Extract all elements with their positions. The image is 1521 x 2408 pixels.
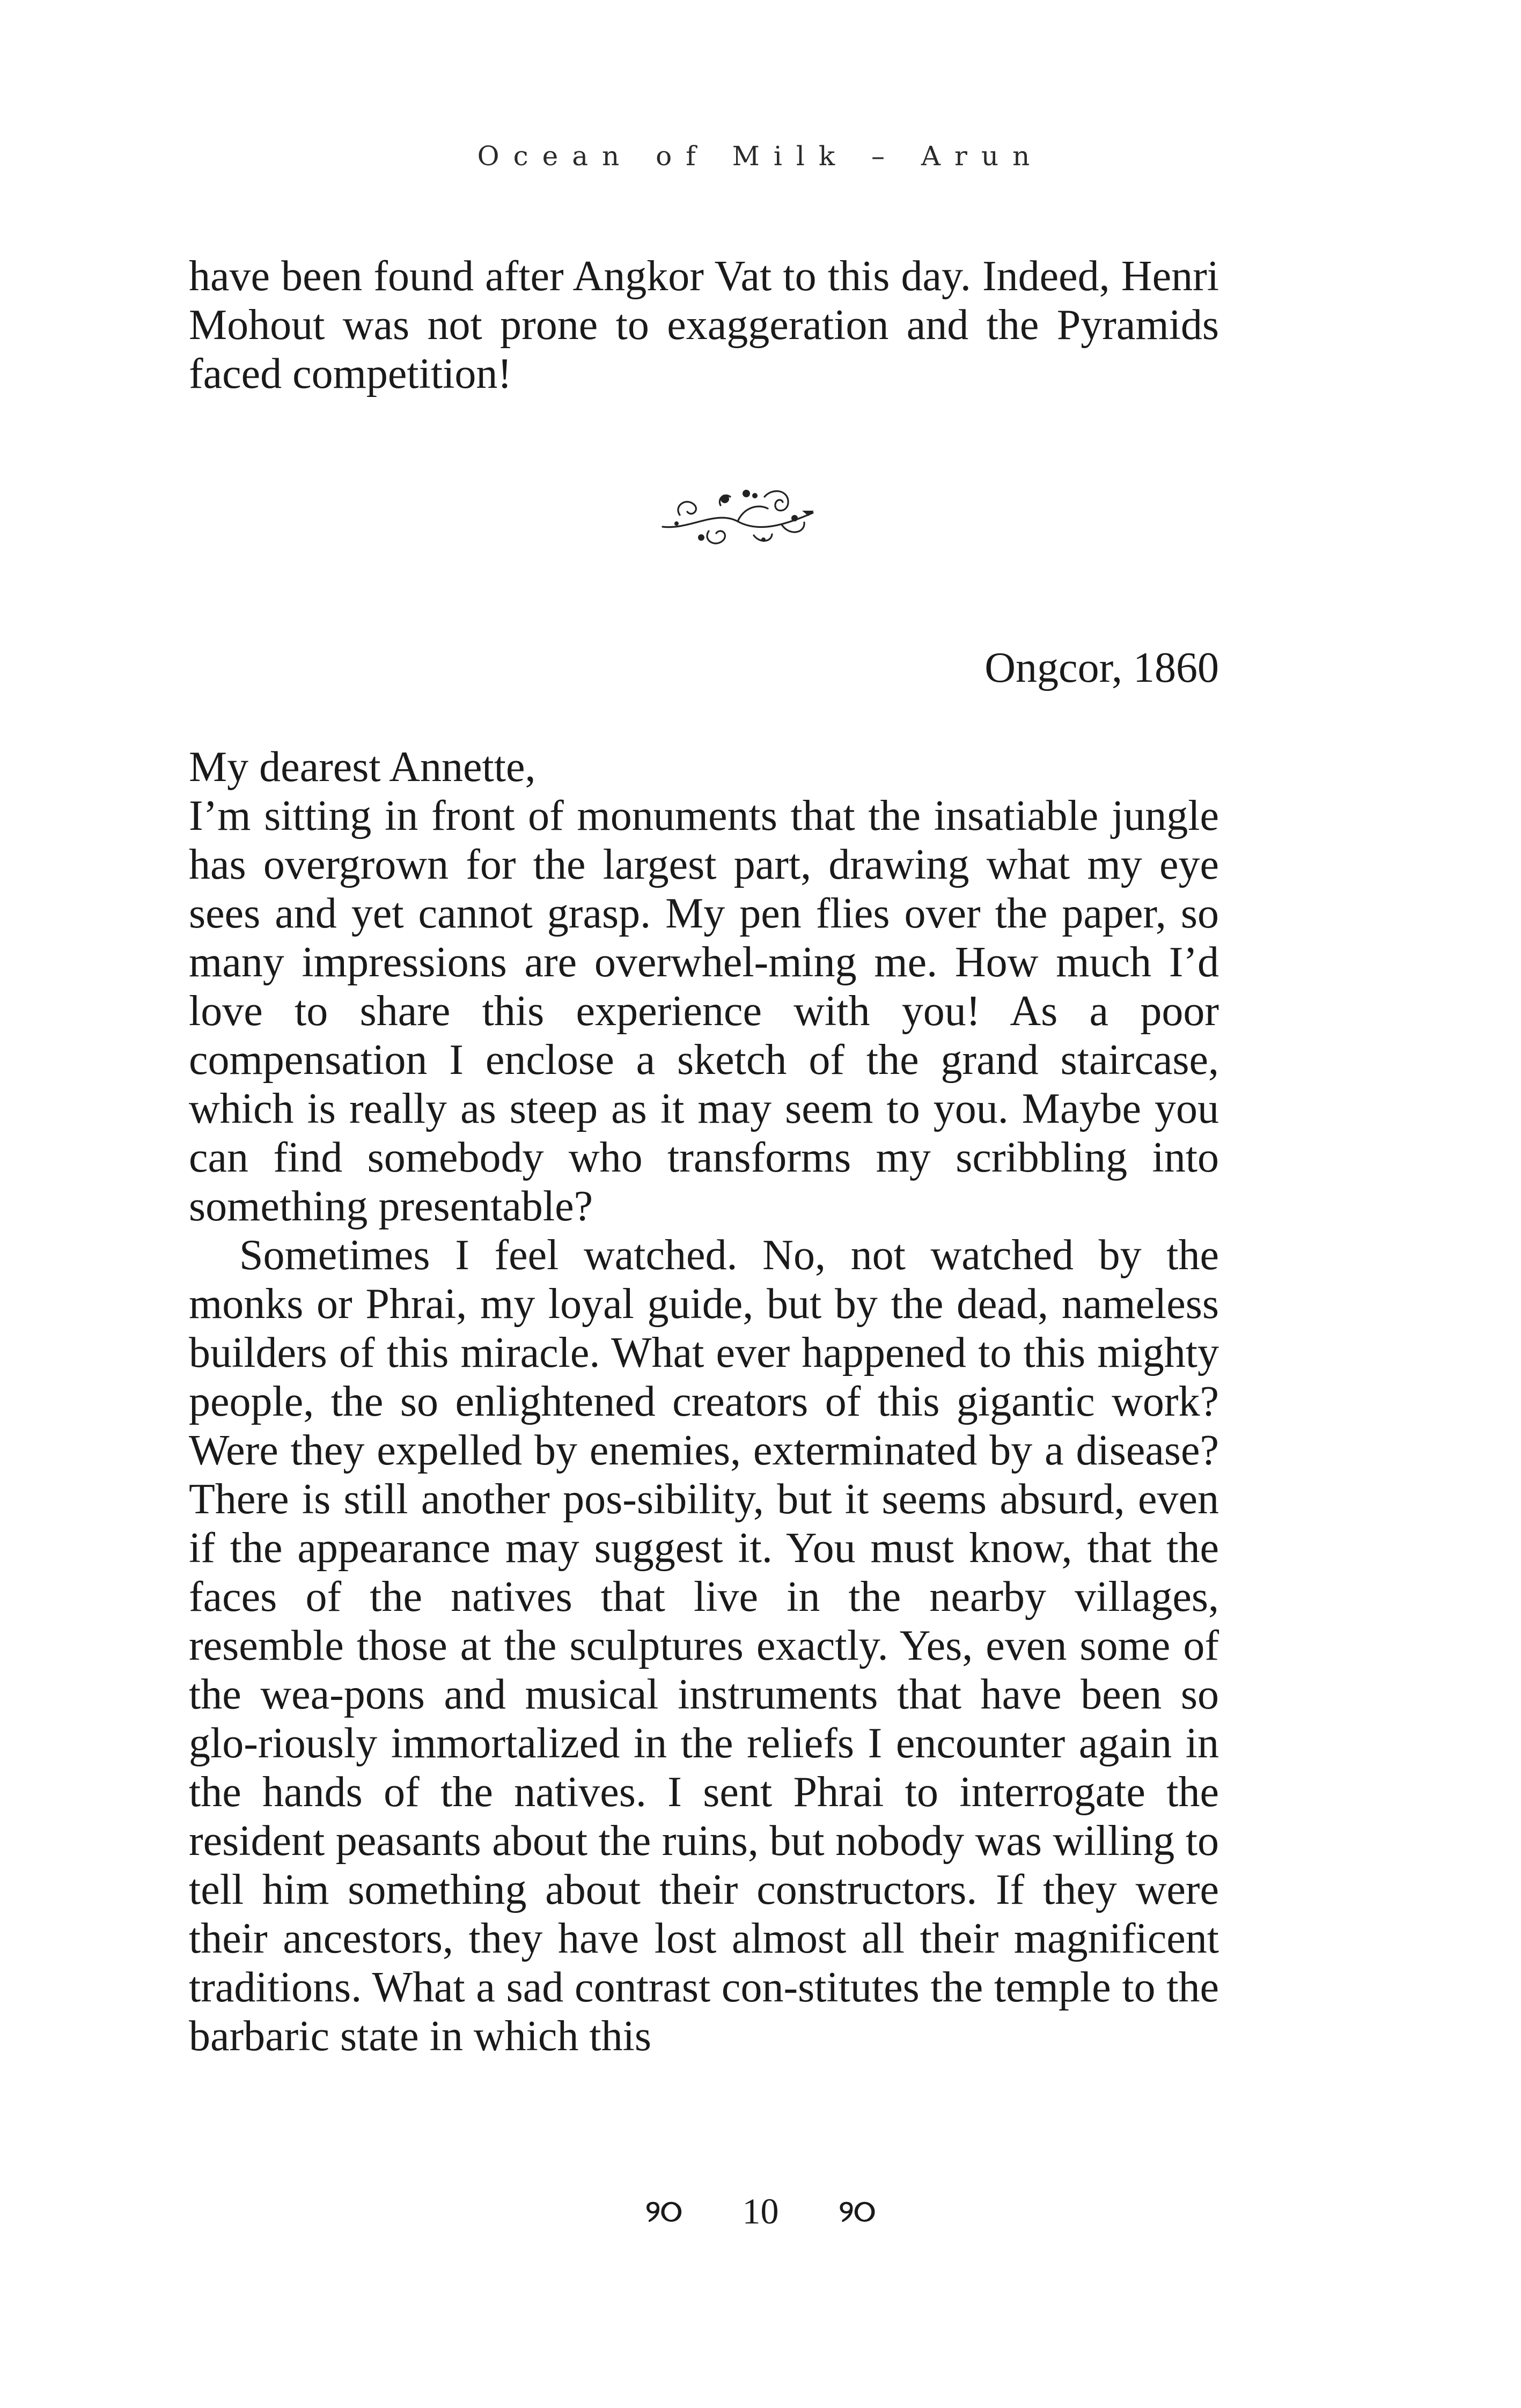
floral-vine-ornament-icon <box>657 477 818 553</box>
running-header: Ocean of Milk – Arun <box>477 141 1044 172</box>
page-footer <box>0 2186 1521 2233</box>
letter-paragraph-1: I’m sitting in front of monuments that the insatiable jungle has overgrown for the largest part, drawing what my eye sees and yet cannot grasp. My pen flies over the paper, so many impressions are overwhel-ming me. How much I’d love to share this experience with you! As a poor compensation I enclose a sketch of the grand staircase, which is really as steep as it may seem to you. Maybe you can find somebody who transforms my scribbling into something presentable? <box>189 792 1219 1230</box>
folio-ornament-left: ୨୦ <box>645 2193 682 2229</box>
opening-paragraph <box>189 252 1219 399</box>
letter-salutation: My dearest Annette, <box>189 743 536 791</box>
letter-paragraph-2: Sometimes I feel watched. No, not watched by the monks or Phrai, my loyal guide, but by the dead, nameless builders of this miracle. What ever happened to this mighty people, the so enlightened creators of this gigantic work? Were they expelled by enemies, exterminated by a disease? There is still another pos-sibility, but it seems absurd, even if the appearance may suggest it. You must know, that the faces of the natives that live in the nearby villages, resemble those at the sculptures exactly. Yes, even some of the wea-pons and musical instruments that have been so glo-riously immortalized in the reliefs I encounter again in the hands of the natives. I sent Phrai to interrogate the resident peasants about the ruins, but nobody was willing to tell him something about their constructors. If they were their ancestors, they have lost almost all their magnificent traditions. What a sad contrast con-stitutes the temple to the barbaric state in which this <box>189 1232 1219 2060</box>
letter-dateline: Ongcor, 1860 <box>984 644 1219 691</box>
letter-body <box>189 743 1219 2061</box>
opening-text: have been found after Angkor Vat to this day. Indeed, Henri Mohout was not prone to exaggeration and the Pyramids faced competition! <box>189 253 1219 397</box>
page-number: 10 <box>742 2191 779 2232</box>
folio-ornament-right: ୨୦ <box>839 2193 876 2229</box>
